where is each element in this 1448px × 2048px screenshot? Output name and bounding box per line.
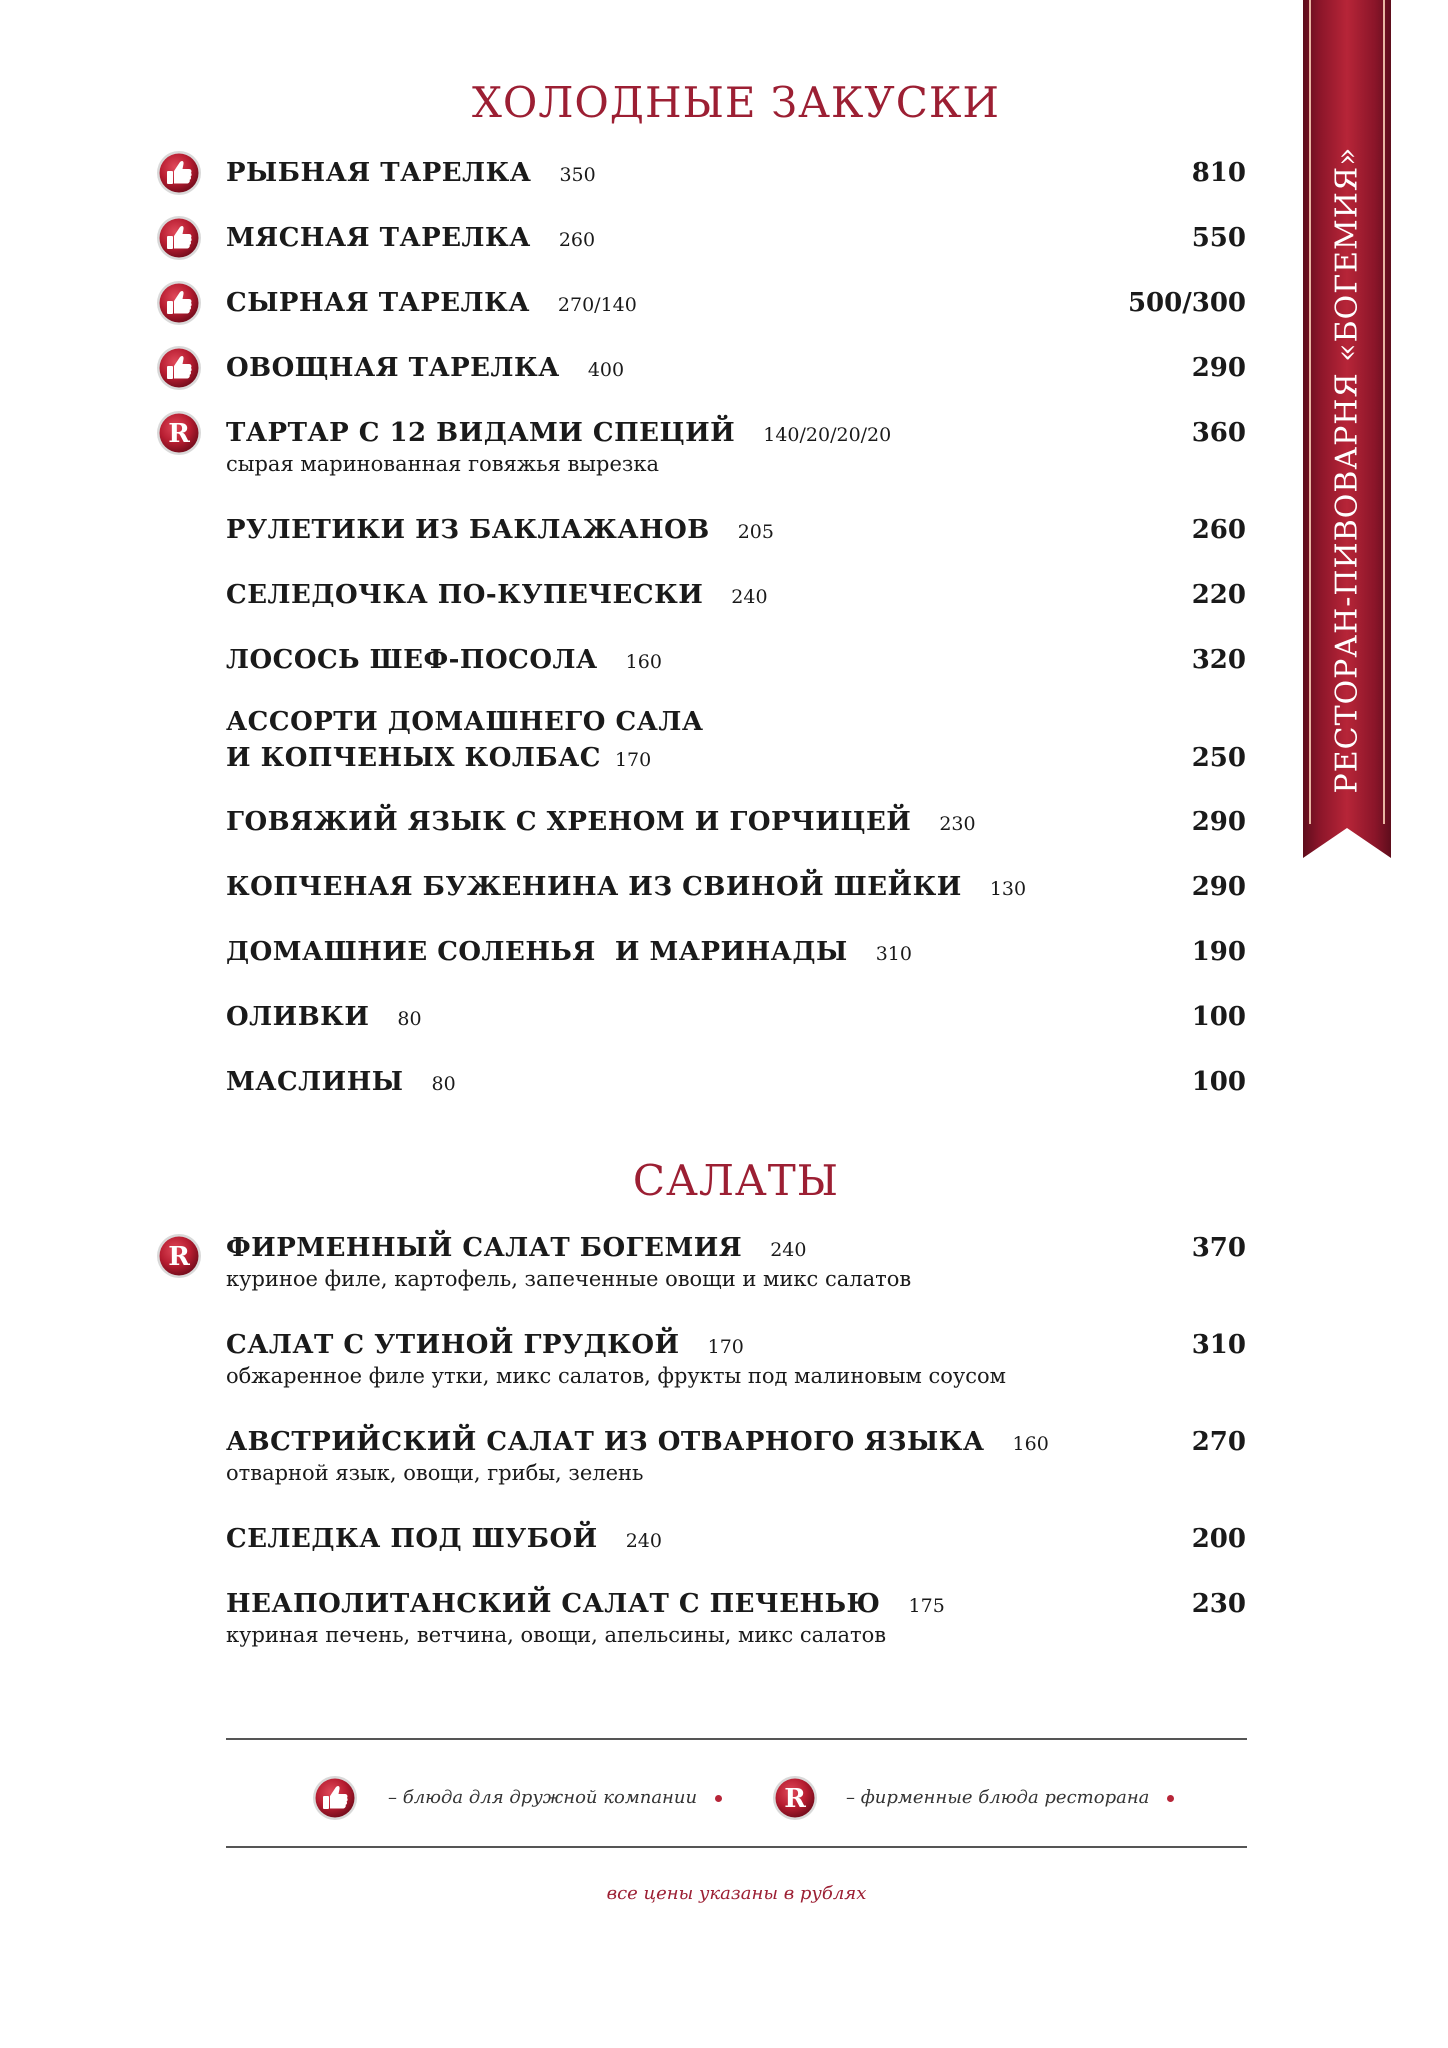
item-weight: 260 — [558, 229, 596, 251]
item-weight: 230 — [939, 813, 976, 835]
item-name-line-2: И КОПЧЕНЫХ КОЛБАС — [226, 743, 601, 773]
item-price: 550 — [1191, 223, 1246, 253]
legend-share-text: – блюда для дружной компании — [388, 1787, 698, 1808]
item-name: МЯСНАЯ ТАРЕЛКА — [226, 223, 531, 253]
item-name: КОПЧЕНАЯ БУЖЕНИНА ИЗ СВИНОЙ ШЕЙКИ — [226, 872, 962, 902]
item-name: ОВОЩНАЯ ТАРЕЛКА — [226, 353, 560, 383]
item-name: СЕЛЕДОЧКА ПО-КУПЕЧЕСКИ — [226, 580, 704, 610]
menu-item — [226, 515, 1246, 551]
signature-r-icon — [156, 1233, 202, 1279]
item-weight: 170 — [707, 1336, 744, 1358]
item-price: 200 — [1191, 1524, 1246, 1554]
ribbon-restaurant-name: РЕСТОРАН-ПИВОВАРНЯ «БОГЕМИЯ» — [1329, 146, 1365, 794]
legend-share-dishes — [388, 1787, 722, 1808]
menu-item — [226, 807, 1246, 843]
item-price: 190 — [1191, 937, 1246, 967]
menu-item — [226, 580, 1246, 616]
item-price: 100 — [1191, 1002, 1246, 1032]
item-description: куриное филе, картофель, запеченные овощи и микс салатов — [226, 1267, 912, 1291]
item-name: РУЛЕТИКИ ИЗ БАКЛАЖАНОВ — [226, 515, 710, 545]
item-weight: 400 — [587, 359, 625, 381]
item-price: 360 — [1191, 418, 1246, 448]
item-name: НЕАПОЛИТАНСКИЙ САЛАТ С ПЕЧЕНЬЮ — [226, 1589, 881, 1619]
section-title-salads: САЛАТЫ — [632, 1156, 840, 1205]
item-name: АССОРТИ ДОМАШНЕГО САЛА — [226, 707, 704, 737]
item-price: 290 — [1191, 353, 1246, 383]
section-title-cold-snacks: ХОЛОДНЫЕ ЗАКУСКИ — [471, 78, 1001, 127]
item-price: 100 — [1191, 1067, 1246, 1097]
item-weight: 160 — [1012, 1433, 1049, 1455]
legend-bottom-divider — [226, 1846, 1247, 1848]
signature-r-icon — [772, 1775, 818, 1821]
bullet-dot-icon — [1167, 1795, 1174, 1802]
item-weight: 80 — [397, 1008, 422, 1030]
item-price: 250 — [1191, 743, 1246, 773]
menu-item — [226, 1002, 1246, 1038]
item-name: ДОМАШНИЕ СОЛЕНЬЯ И МАРИНАДЫ — [226, 937, 848, 967]
thumbs-up-icon — [156, 150, 202, 196]
menu-item — [226, 1233, 1246, 1291]
item-description: отварной язык, овощи, грибы, зелень — [226, 1461, 644, 1485]
item-name: ЛОСОСЬ ШЕФ-ПОСОЛА — [226, 645, 598, 675]
item-name: ФИРМЕННЫЙ САЛАТ БОГЕМИЯ — [226, 1233, 743, 1263]
item-weight: 170 — [614, 749, 652, 771]
item-weight: 240 — [625, 1530, 662, 1552]
item-name: ГОВЯЖИЙ ЯЗЫК С ХРЕНОМ И ГОРЧИЦЕЙ — [226, 807, 912, 837]
item-weight: 140/20/20/20 — [763, 424, 892, 446]
item-price: 290 — [1191, 872, 1246, 902]
item-weight: 350 — [559, 164, 596, 186]
item-price: 370 — [1191, 1233, 1246, 1263]
item-weight: 160 — [625, 651, 662, 673]
menu-item — [226, 937, 1246, 973]
item-price: 500/300 — [1127, 288, 1246, 318]
item-weight: 310 — [875, 943, 912, 965]
menu-item — [226, 288, 1246, 324]
item-weight: 175 — [908, 1595, 945, 1617]
item-name: АВСТРИЙСКИЙ САЛАТ ИЗ ОТВАРНОГО ЯЗЫКА — [226, 1427, 985, 1457]
item-name: ТАРТАР С 12 ВИДАМИ СПЕЦИЙ — [226, 418, 736, 448]
menu-item — [226, 707, 1246, 779]
legend-top-divider — [226, 1738, 1247, 1740]
menu-item — [226, 1330, 1246, 1388]
menu-item — [226, 158, 1246, 194]
item-weight: 240 — [770, 1239, 807, 1261]
menu-item — [226, 1067, 1246, 1103]
thumbs-up-icon — [156, 345, 202, 391]
menu-item — [226, 1524, 1246, 1560]
item-weight: 80 — [431, 1073, 456, 1095]
item-name: СЫРНАЯ ТАРЕЛКА — [226, 288, 530, 318]
menu-item — [226, 1427, 1246, 1485]
item-name: РЫБНАЯ ТАРЕЛКА — [226, 158, 532, 188]
menu-item — [226, 353, 1246, 389]
item-price: 320 — [1191, 645, 1246, 675]
prices-note: все цены указаны в рублях — [606, 1883, 867, 1904]
item-price: 220 — [1191, 580, 1246, 610]
signature-r-icon — [156, 410, 202, 456]
item-name: САЛАТ С УТИНОЙ ГРУДКОЙ — [226, 1330, 680, 1360]
bullet-dot-icon — [715, 1795, 722, 1802]
item-weight: 270/140 — [557, 294, 637, 316]
item-name: МАСЛИНЫ — [226, 1067, 404, 1097]
item-price: 310 — [1191, 1330, 1246, 1360]
menu-item — [226, 223, 1246, 259]
item-description: сырая маринованная говяжья вырезка — [226, 452, 659, 476]
item-name: СЕЛЕДКА ПОД ШУБОЙ — [226, 1524, 598, 1554]
item-price: 230 — [1191, 1589, 1246, 1619]
item-name: ОЛИВКИ — [226, 1002, 370, 1032]
legend-signature-dishes — [846, 1787, 1174, 1808]
item-price: 270 — [1191, 1427, 1246, 1457]
menu-item — [226, 645, 1246, 681]
item-price: 260 — [1191, 515, 1246, 545]
menu-item — [226, 872, 1246, 908]
thumbs-up-icon — [156, 280, 202, 326]
item-description: куриная печень, ветчина, овощи, апельсины, микс салатов — [226, 1623, 887, 1647]
menu-item — [226, 418, 1246, 476]
menu-item — [226, 1589, 1246, 1647]
thumbs-up-icon — [156, 215, 202, 261]
legend-signature-text: – фирменные блюда ресторана — [846, 1787, 1150, 1808]
item-description: обжаренное филе утки, микс салатов, фрукты под малиновым соусом — [226, 1364, 1007, 1388]
item-weight: 205 — [737, 521, 774, 543]
thumbs-up-icon — [312, 1775, 358, 1821]
item-price: 290 — [1191, 807, 1246, 837]
item-weight: 240 — [731, 586, 768, 608]
item-weight: 130 — [989, 878, 1027, 900]
item-price: 810 — [1191, 158, 1246, 188]
